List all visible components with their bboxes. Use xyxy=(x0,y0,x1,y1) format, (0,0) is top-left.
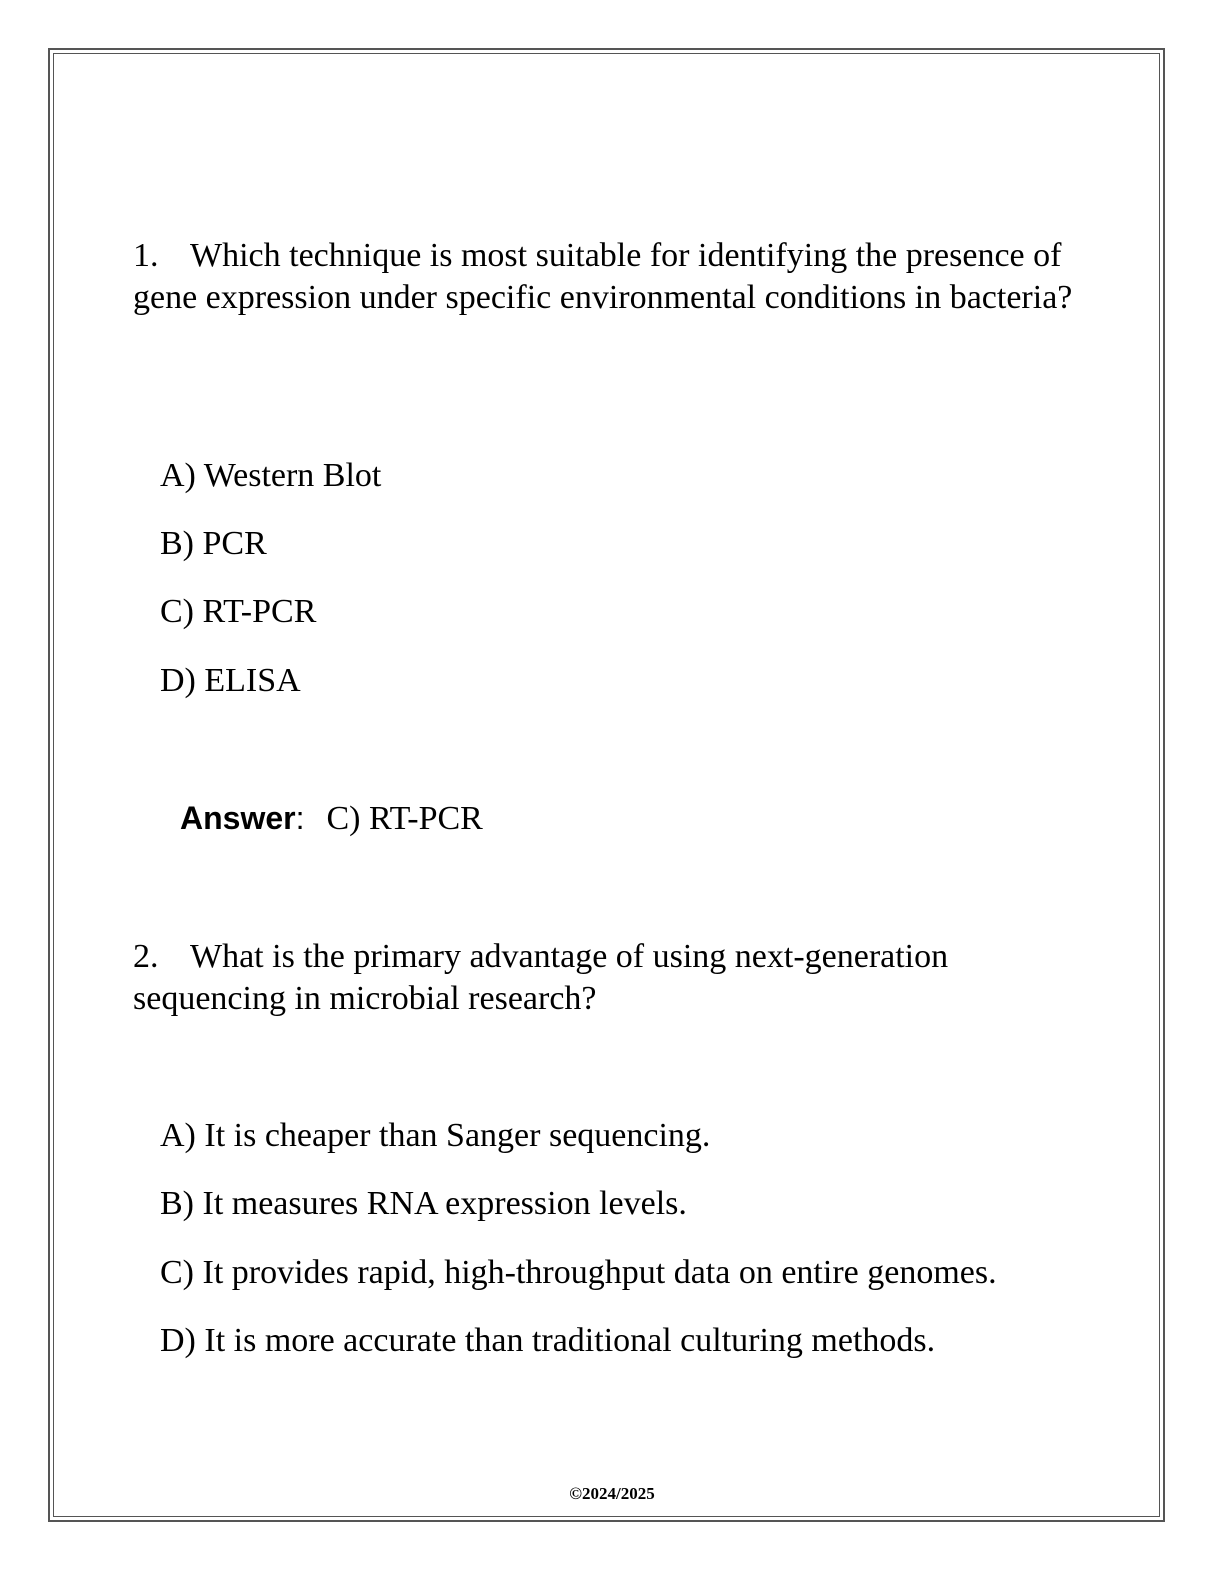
answer-label: Answer xyxy=(180,800,296,836)
question-1-text: Which technique is most suitable for identifying the presence of gene expression under specific environmental conditions in bacteria? xyxy=(133,237,1073,316)
question-2-option-d: D) It is more accurate than traditional culturing methods. xyxy=(160,1322,936,1359)
answer-colon: : xyxy=(295,800,305,836)
answer-value: C) RT-PCR xyxy=(326,800,483,837)
copyright-footer: ©2024/2025 xyxy=(569,1484,655,1503)
question-1-option-a: A) Western Blot xyxy=(160,457,382,494)
question-2-option-c: C) It provides rapid, high-throughput data on entire genomes. xyxy=(160,1254,997,1291)
question-1 xyxy=(133,235,1093,319)
question-1-option-c: C) RT-PCR xyxy=(160,593,317,630)
question-2-text: What is the primary advantage of using next-generation sequencing in microbial research? xyxy=(133,938,949,1017)
question-2-option-b: B) It measures RNA expression levels. xyxy=(160,1185,687,1222)
question-2-number: 2. xyxy=(133,938,159,975)
question-1-number: 1. xyxy=(133,237,159,274)
question-1-option-d: D) ELISA xyxy=(160,662,301,699)
question-1-answer xyxy=(180,798,483,839)
question-2-option-a: A) It is cheaper than Sanger sequencing. xyxy=(160,1117,711,1154)
question-2 xyxy=(133,936,1093,1020)
question-1-option-b: B) PCR xyxy=(160,525,267,562)
